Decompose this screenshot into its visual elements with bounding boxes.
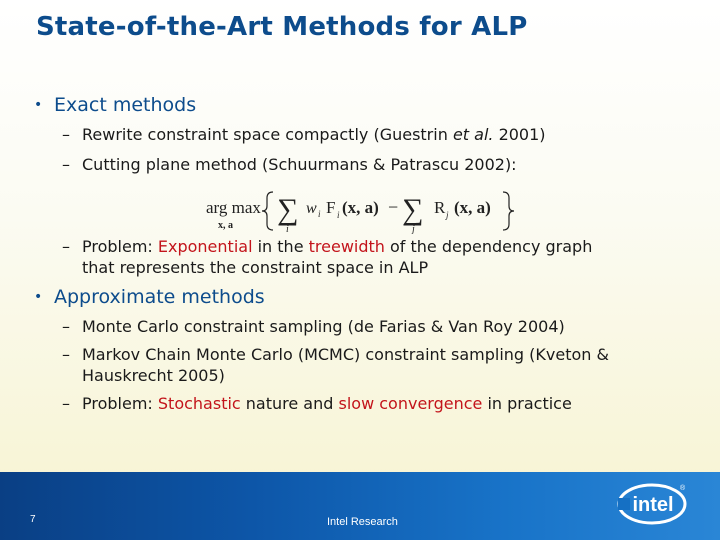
svg-text:i: i: [286, 224, 289, 234]
svg-text:j: j: [446, 210, 449, 220]
svg-text:(x, a): (x, a): [342, 198, 379, 217]
svg-text:w: w: [306, 200, 317, 217]
intel-logo-icon: [616, 478, 688, 528]
page-number: 7: [30, 514, 36, 525]
svg-text:(x, a): (x, a): [454, 198, 491, 217]
sub-item-mcmc: – Markov Chain Monte Carlo (MCMC) constraint sampling (Kveton & Hauskrecht 2005): [62, 345, 609, 385]
svg-text:R: R: [434, 198, 446, 217]
sub-item-problem-exact: – Problem: Exponential in the treewidth of the dependency graph that represents the constraint space in ALP: [62, 237, 593, 277]
bullet-icon: •: [34, 97, 43, 113]
argmax-formula: [206, 188, 516, 234]
sub-item-cutting-plane: – Cutting plane method (Schuurmans & Patrascu 2002):: [62, 155, 517, 174]
slide-title: State-of-the-Art Methods for ALP: [36, 12, 528, 42]
bullet-label: Exact methods: [54, 94, 197, 116]
svg-text:F: F: [326, 198, 336, 217]
svg-text:−: −: [388, 197, 399, 217]
bullet-exact-methods: [34, 94, 196, 116]
svg-text:®: ®: [680, 485, 686, 492]
svg-text:i: i: [337, 210, 340, 220]
svg-text:i: i: [318, 209, 321, 219]
footer-text: Intel Research: [327, 516, 398, 528]
sum-sign-icon: ∑: [402, 193, 424, 226]
svg-text:j: j: [412, 224, 415, 234]
bullet-icon: •: [34, 289, 43, 305]
bullet-label: Approximate methods: [54, 286, 265, 308]
svg-text:x, a: x, a: [218, 220, 233, 231]
sum-sign-icon: ∑: [277, 193, 299, 226]
sub-item-rewrite-constraint: – Rewrite constraint space compactly (Guestrin et al. 2001): [62, 125, 546, 144]
footer-bar: [0, 472, 720, 540]
sub-item-monte-carlo: – Monte Carlo constraint sampling (de Farias & Van Roy 2004): [62, 317, 565, 336]
bullet-approximate-methods: [34, 286, 265, 308]
svg-text:intel: intel: [632, 494, 674, 516]
svg-text:arg max: arg max: [206, 198, 261, 217]
sub-item-problem-approx: – Problem: Stochastic nature and slow convergence in practice: [62, 394, 572, 413]
